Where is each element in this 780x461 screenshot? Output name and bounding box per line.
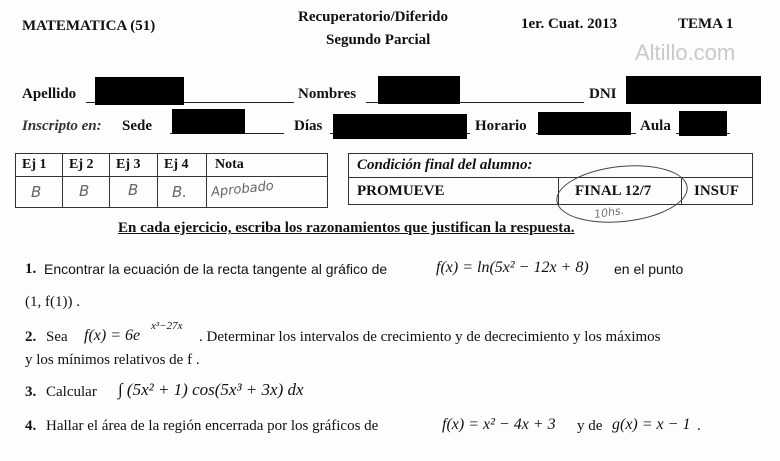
redacted-dias: [333, 114, 467, 139]
dias-label: Días: [294, 118, 323, 134]
apellido-label: Apellido: [22, 86, 77, 102]
question-1-text: Encontrar la ecuación de la recta tangente al gráfico de: [44, 261, 388, 277]
horario-label: Horario: [475, 118, 527, 134]
question-4-text: Hallar el área de la región encerrada por los gráficos de: [46, 418, 379, 434]
question-3-formula: ∫ (5x² + 1) cos(5x³ + 3x) dx: [118, 380, 304, 399]
redacted-sede: [172, 109, 245, 134]
grade-value-nota: Aprobado: [210, 178, 275, 201]
grade-header-ej1: Ej 1: [22, 157, 47, 172]
grade-header-nota: Nota: [215, 157, 244, 172]
inscripto-label: Inscripto en:: [22, 118, 102, 134]
question-1-point: (1, f(1)) .: [25, 294, 80, 310]
question-3-number: 3.: [25, 384, 37, 400]
exam-title-line1: Recuperatorio/Diferido: [298, 9, 448, 25]
term-label: 1er. Cuat. 2013: [521, 16, 618, 32]
condition-insuf: INSUF: [694, 183, 740, 199]
nombres-label: Nombres: [298, 86, 357, 102]
sede-label: Sede: [122, 118, 152, 134]
aula-label: Aula: [640, 118, 671, 134]
question-4-text-b: y de: [577, 418, 603, 434]
grade-header-ej2: Ej 2: [69, 157, 94, 172]
grade-value-ej2: B: [79, 182, 90, 200]
question-4-end: .: [697, 418, 701, 434]
grade-header-ej4: Ej 4: [164, 157, 189, 172]
question-1-number: 1.: [25, 261, 37, 277]
redacted-dni: [626, 76, 761, 104]
condition-promueve: PROMUEVE: [357, 183, 445, 199]
question-2-text: Sea: [46, 329, 68, 345]
question-4-formula-g: g(x) = x − 1: [612, 416, 691, 433]
question-4-formula-f: f(x) = x² − 4x + 3: [442, 416, 556, 433]
question-2-text-b: . Determinar los intervalos de crecimiento y de decrecimiento y los máximos: [199, 329, 661, 345]
watermark: Altillo.com: [635, 40, 736, 65]
question-2-formula: f(x) = 6e: [84, 327, 141, 344]
handwritten-time-note: 10hs.: [593, 203, 625, 222]
question-2-text-c: y los mínimos relativos de f .: [25, 352, 200, 368]
exam-title-line2: Segundo Parcial: [326, 32, 431, 48]
course-title: MATEMATICA (51): [22, 18, 156, 34]
redacted-horario: [538, 112, 631, 135]
instruction-text: En cada ejercicio, escriba los razonamientos que justifican la respuesta.: [118, 220, 575, 236]
question-1-text-b: en el punto: [614, 261, 684, 277]
redacted-apellido: [95, 77, 184, 105]
condition-title: Condición final del alumno:: [357, 157, 533, 173]
dni-label: DNI: [589, 86, 617, 102]
grade-value-ej4: B.: [172, 183, 188, 201]
question-3-text: Calcular: [46, 384, 97, 400]
grade-header-ej3: Ej 3: [116, 157, 141, 172]
condition-final: FINAL 12/7: [575, 183, 652, 199]
question-2-number: 2.: [25, 329, 37, 345]
grade-value-ej3: B: [128, 181, 139, 199]
question-4-number: 4.: [25, 418, 37, 434]
grade-value-ej1: B: [31, 183, 42, 201]
question-2-exponent: x³−27x: [151, 320, 183, 332]
redacted-aula: [679, 111, 727, 136]
redacted-nombres: [378, 76, 460, 104]
tema-label: TEMA 1: [678, 16, 734, 32]
question-1-formula: f(x) = ln(5x² − 12x + 8): [436, 259, 589, 276]
